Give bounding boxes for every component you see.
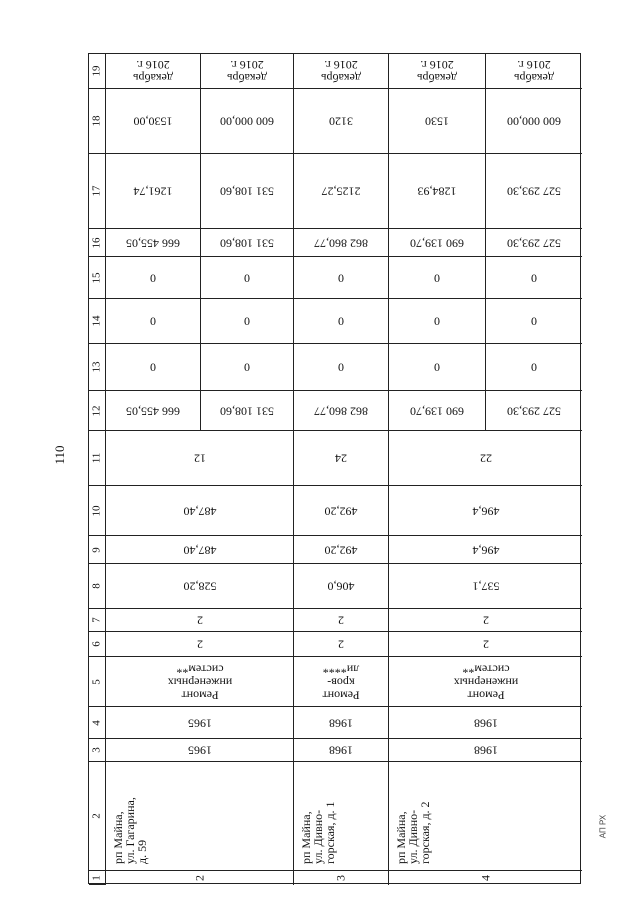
cell-year_overhaul-text: 1968 [473,716,498,730]
cell-c14 [389,299,486,344]
cell-c18-text: 600 000,00 [507,114,561,129]
cell-c15-text: 0 [531,271,537,285]
cell-c16-text: 531 108,60 [220,236,274,250]
cell-c18 [201,89,294,154]
column-number-17-text: 17 [90,185,103,197]
cell-address [389,762,582,871]
cell-c16-text: 527 293,30 [507,236,561,250]
cell-c17-text: 527 293,30 [507,184,561,199]
page-number: 110 [52,445,67,465]
cell-c13 [201,344,294,391]
cell-c13-text: 0 [338,360,344,375]
cell-address [106,762,294,871]
cell-c17-text: 1261,74 [133,184,173,199]
cell-area_living [106,536,294,564]
column-number-8-text: 8 [90,583,103,589]
cell-c16 [106,229,201,257]
cell-cost_total [294,391,389,431]
cell-cost_total-text: 690 139,70 [410,404,464,418]
column-number-3 [89,739,106,762]
cell-deadline [106,54,201,89]
column-number-7 [89,609,106,632]
cell-c15-text: 0 [150,271,156,285]
column-number-11-text: 11 [90,452,103,464]
cell-c16 [389,229,486,257]
cell-residents [106,431,294,486]
cell-c16-text: 666 455,05 [126,236,180,250]
cell-deadline [486,54,582,89]
cell-work [389,657,582,707]
cell-deadline-text: декабрь 2016 г. [133,58,173,85]
cell-cost_total-text: 531 108,60 [220,404,274,418]
cell-c17-text: 531 108,60 [220,184,274,199]
cell-c14-text: 0 [150,314,156,329]
column-number-10 [89,486,106,536]
column-number-16-text: 16 [90,237,103,248]
cell-entrances-text: 2 [482,613,489,628]
row-number [106,871,294,885]
cell-year_built [106,739,294,762]
column-number-19 [89,54,106,89]
cell-work-text: Ремонт кров- ли**** [322,662,360,702]
cell-residents [389,431,582,486]
cell-c15-text: 0 [434,271,440,285]
column-number-10-text: 10 [90,505,103,516]
cell-year_overhaul [389,707,582,739]
cell-area_living [389,536,582,564]
cell-area_apartments-text: 496,4 [472,504,499,518]
cell-c18-text: 1530,00 [133,114,173,129]
cell-area_apartments [294,486,389,536]
cell-floors [294,632,389,657]
column-number-6 [89,632,106,657]
cell-c14-text: 0 [434,314,440,329]
cell-entrances [389,609,582,632]
cell-floors [106,632,294,657]
cell-work-text: Ремонт инженерных систем** [167,662,232,702]
cell-c18 [106,89,201,154]
column-number-6-text: 6 [90,641,103,647]
cell-year_overhaul-text: 1968 [329,716,353,730]
cell-area_apartments-text: 487,40 [183,504,216,518]
cell-deadline-text: декабрь 2016 г. [227,58,267,85]
cell-c18-text: 600 000,00 [220,114,274,129]
column-number-15-text: 15 [90,272,103,283]
row-number [389,871,582,885]
cell-total_area-text: 406,0 [327,579,355,594]
column-number-1 [89,871,106,885]
column-number-17 [89,154,106,229]
cell-c18 [486,89,582,154]
cell-total_area [389,564,582,609]
cell-c18 [294,89,389,154]
cell-c13-text: 0 [434,360,440,375]
column-number-5-text: 5 [90,678,103,685]
cell-residents-text: 12 [193,451,206,466]
cell-c15 [294,257,389,299]
cell-c14 [486,299,582,344]
cell-deadline-text: декабрь 2016 г. [321,58,361,85]
cell-area_apartments-text: 492,20 [324,504,358,518]
cell-floors-text: 2 [482,637,489,652]
cell-cost_total [201,391,294,431]
cell-residents [294,431,389,486]
cell-year_overhaul [294,707,389,739]
column-number-13 [89,344,106,391]
column-number-18 [89,89,106,154]
cell-c17 [389,154,486,229]
cell-c13 [486,344,582,391]
cell-cost_total [389,391,486,431]
cell-area_living-text: 487,40 [183,543,216,557]
cell-c14-text: 0 [338,314,344,329]
cell-c15 [486,257,582,299]
cell-area_living [294,536,389,564]
cell-entrances-text: 2 [196,613,203,628]
data-table [88,53,581,884]
cell-deadline-text: декабрь 2016 г. [417,58,457,85]
cell-cost_total [106,391,201,431]
column-number-4 [89,707,106,739]
cell-year_built-text: 1968 [473,743,498,758]
cell-c15-text: 0 [244,271,250,285]
cell-deadline [294,54,389,89]
cell-floors [389,632,582,657]
cell-residents-text: 24 [335,451,347,466]
cell-work [106,657,294,707]
footer-mark: АП РХ [598,814,608,839]
cell-c17-text: 2125,27 [321,184,361,199]
cell-entrances [106,609,294,632]
column-number-13-text: 13 [90,361,103,373]
column-number-14-text: 14 [90,315,103,327]
row-number-text: 2 [192,875,206,881]
cell-total_area [106,564,294,609]
cell-c15-text: 0 [338,271,344,285]
cell-c15 [389,257,486,299]
column-number-7-text: 7 [90,617,103,623]
cell-year_built-text: 1965 [187,743,212,758]
cell-c15 [201,257,294,299]
row-number-text: 3 [333,875,348,881]
column-number-2 [89,762,106,871]
column-number-8 [89,564,106,609]
column-number-16 [89,229,106,257]
cell-work-text: Ремонт инженерных систем** [453,662,518,702]
cell-c14-text: 0 [531,314,537,329]
cell-address-text: рп Майна, ул. Гагарина, д. 59 [111,797,149,864]
column-number-9 [89,536,106,564]
cell-cost_total-text: 527 293,30 [507,404,561,418]
cell-c18-text: 1530 [425,114,449,129]
cell-total_area [294,564,389,609]
cell-deadline-text: декабрь 2016 г. [514,58,554,85]
column-number-11 [89,431,106,486]
cell-c15 [106,257,201,299]
cell-c17 [106,154,201,229]
cell-area_living-text: 496,4 [472,543,499,557]
cell-deadline [389,54,486,89]
cell-year_overhaul [106,707,294,739]
cell-c16 [201,229,294,257]
cell-c16 [294,229,389,257]
cell-c14 [106,299,201,344]
column-number-12-text: 12 [90,405,103,416]
cell-total_area-text: 537,1 [472,579,499,594]
cell-c17-text: 1284,93 [417,184,457,199]
cell-c13 [106,344,201,391]
cell-floors-text: 2 [338,637,344,652]
column-number-15 [89,257,106,299]
cell-c16-text: 690 139,70 [410,236,464,250]
column-number-12 [89,391,106,431]
cell-c16 [486,229,582,257]
cell-year_built-text: 1968 [329,743,353,758]
cell-cost_total-text: 862 860,77 [314,404,368,418]
cell-year_overhaul-text: 1965 [187,716,212,730]
column-number-1-text: 1 [90,874,103,881]
cell-c13-text: 0 [150,360,156,375]
cell-address-text: рп Майна, ул. Дивно- горская, д. 2 [394,801,432,864]
column-number-9-text: 9 [90,546,103,553]
cell-year_built [389,739,582,762]
cell-c14 [201,299,294,344]
column-number-5 [89,657,106,707]
cell-c14 [294,299,389,344]
column-number-19-text: 19 [90,65,103,77]
cell-entrances-text: 2 [338,613,344,628]
cell-area_living-text: 492,20 [324,543,358,557]
column-number-14 [89,299,106,344]
cell-c14-text: 0 [244,314,250,329]
cell-address [294,762,389,871]
cell-c18 [389,89,486,154]
cell-entrances [294,609,389,632]
cell-c13-text: 0 [531,360,537,375]
cell-c17 [201,154,294,229]
column-number-3-text: 3 [90,747,103,753]
cell-total_area-text: 528,20 [183,579,216,594]
row-number [294,871,389,885]
column-number-18-text: 18 [90,115,103,127]
cell-c16-text: 862 860,77 [314,236,368,250]
cell-c18-text: 3120 [329,114,353,129]
cell-c13 [389,344,486,391]
cell-area_apartments [106,486,294,536]
cell-work [294,657,389,707]
cell-deadline [201,54,294,89]
cell-c17 [294,154,389,229]
cell-residents-text: 22 [479,451,492,466]
column-number-4-text: 4 [90,719,103,726]
cell-cost_total-text: 666 455,05 [126,404,180,418]
cell-area_apartments [389,486,582,536]
row-number-text: 4 [478,875,492,881]
cell-address-text: рп Майна, ул. Дивно- горская, д. 1 [299,801,337,864]
cell-c13 [294,344,389,391]
cell-c17 [486,154,582,229]
cell-c13-text: 0 [244,360,250,375]
column-number-2-text: 2 [90,813,103,819]
cell-floors-text: 2 [196,637,203,652]
cell-cost_total [486,391,582,431]
cell-year_built [294,739,389,762]
